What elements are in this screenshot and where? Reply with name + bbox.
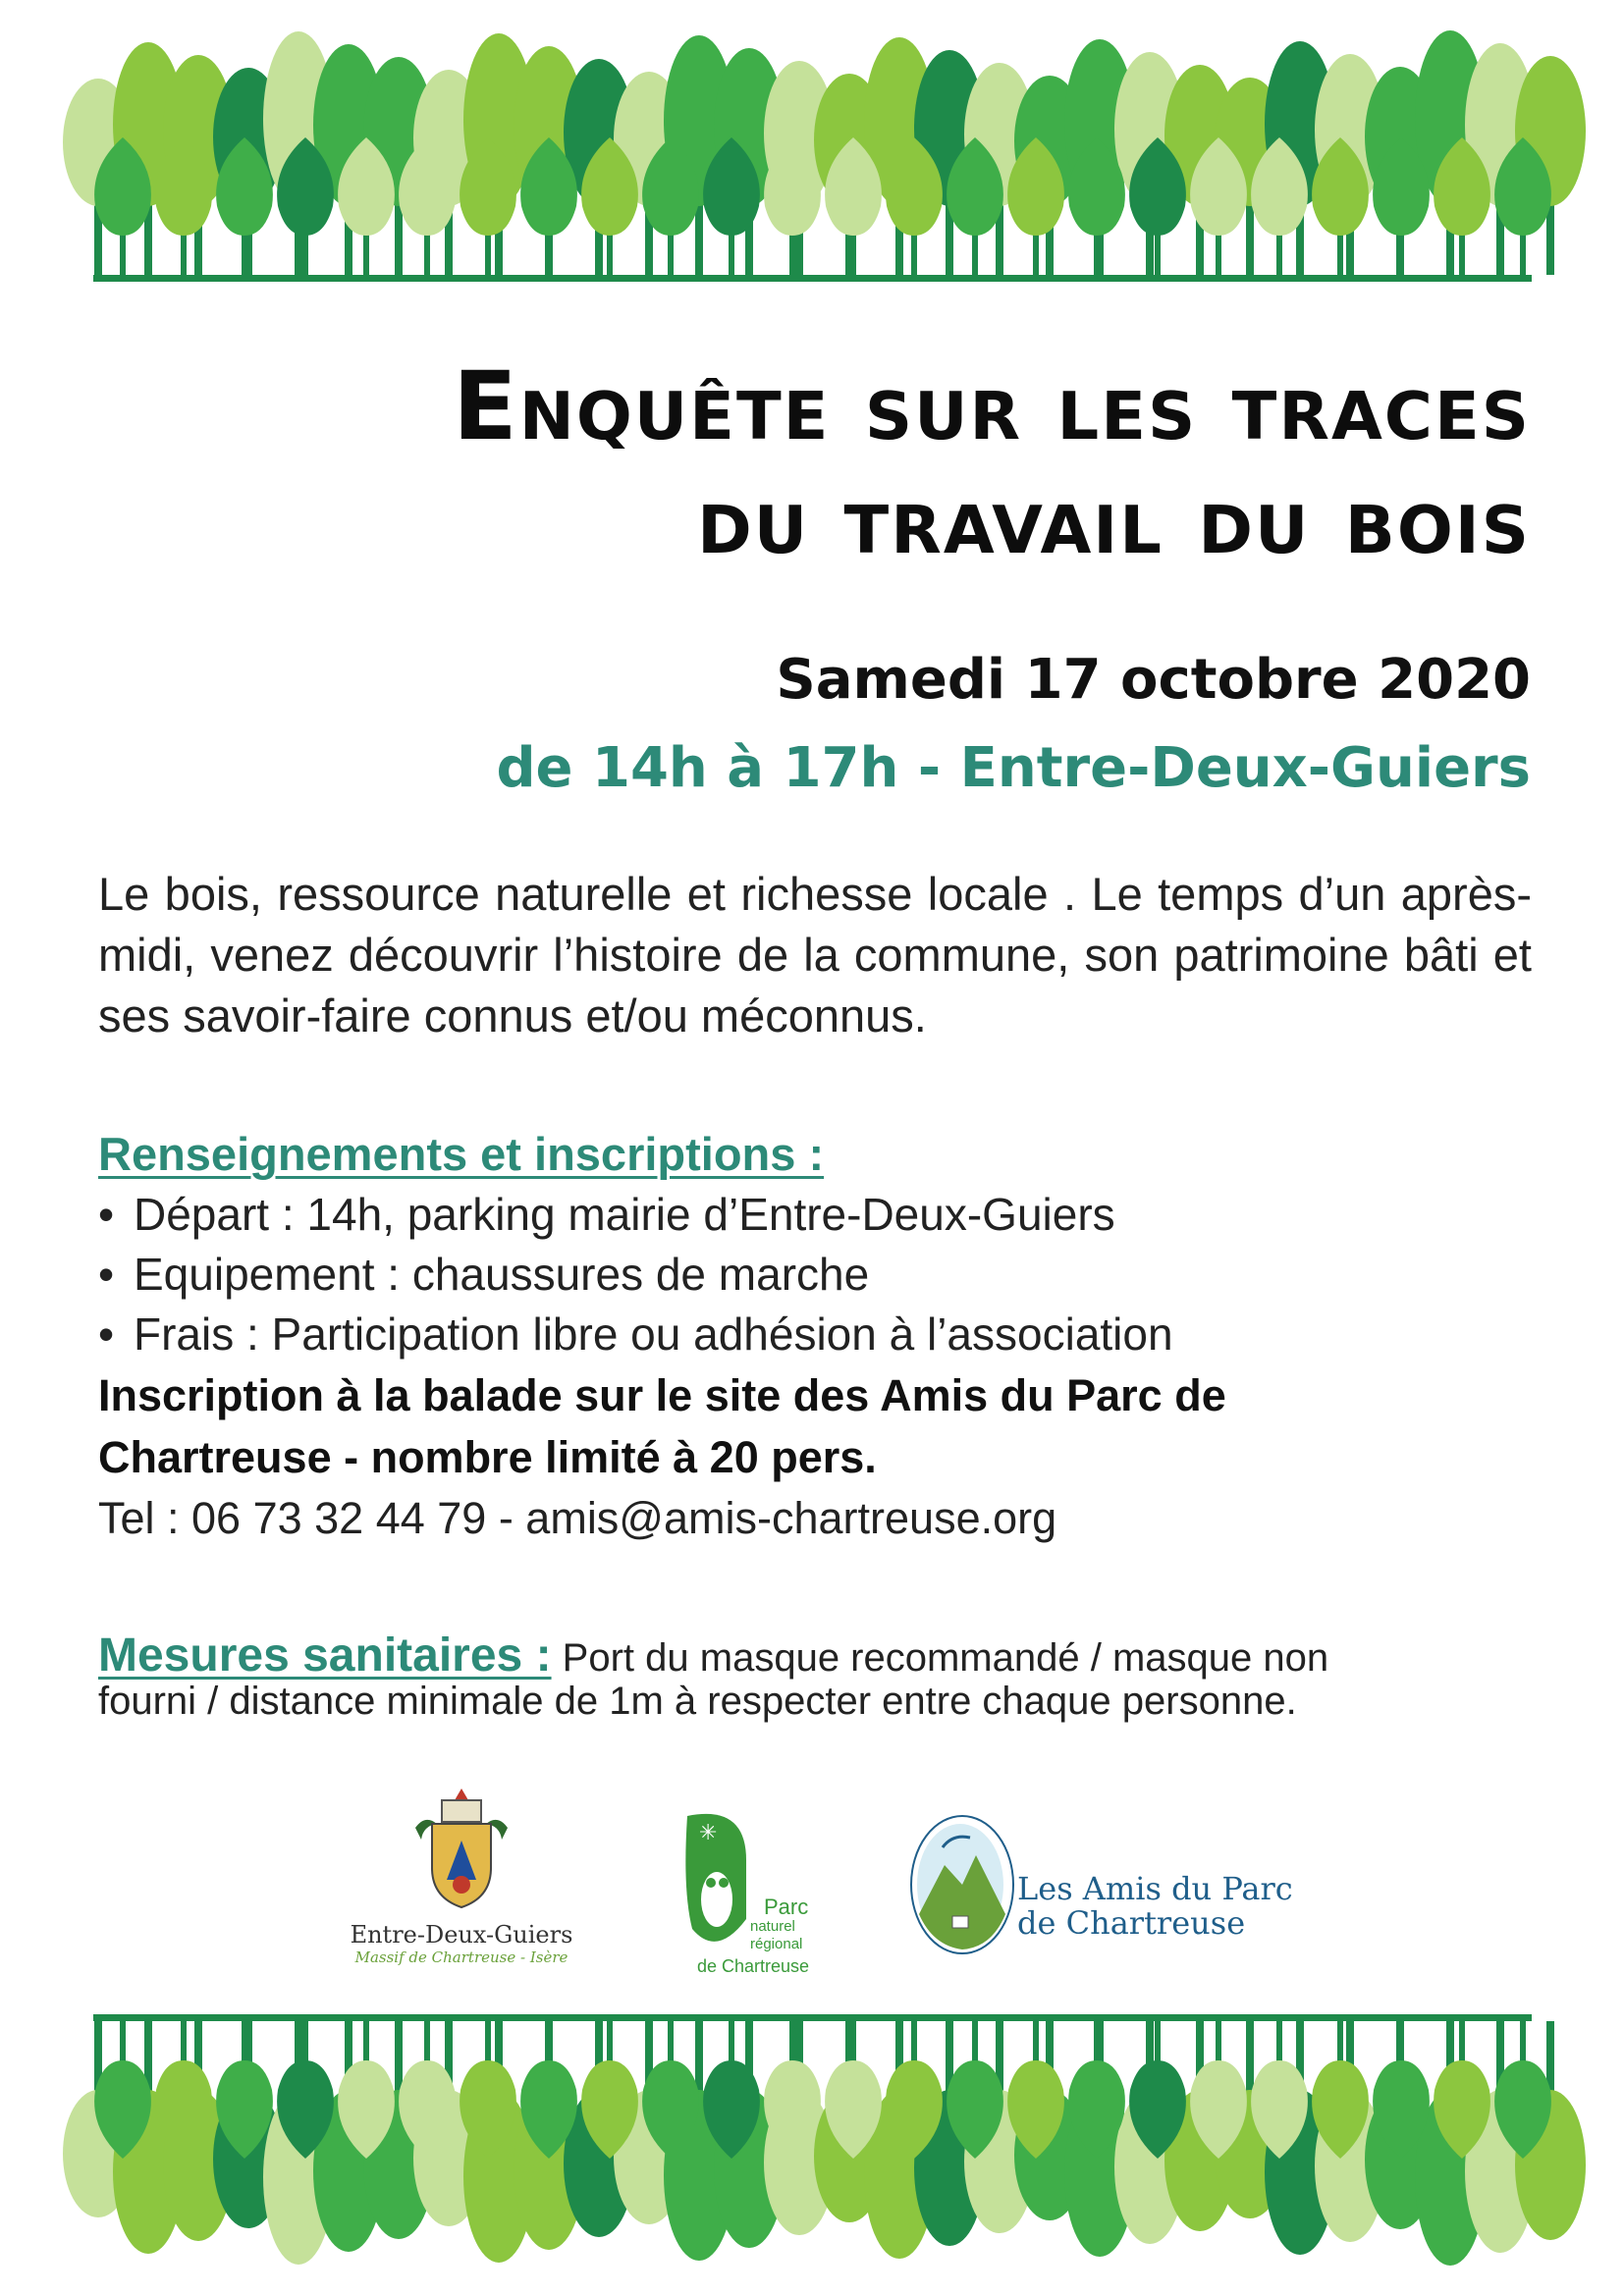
logo-edg-sub: Massif de Chartreuse - Isère	[354, 1949, 568, 1966]
ground-line	[93, 2014, 1532, 2021]
sanitary-section	[98, 1629, 1551, 1723]
page-title	[107, 349, 1531, 577]
amis-mountain-icon	[903, 1806, 1021, 1963]
bullet-icon: •	[98, 1308, 115, 1360]
logo-amis-du-parc	[903, 1806, 1293, 1983]
logo-pnr-line-2: naturel	[750, 1918, 795, 1935]
logo-entre-deux-guiers	[334, 1787, 589, 1983]
list-item: • Equipement : chaussures de marche	[98, 1245, 1542, 1305]
registration-line-2: Chartreuse - nombre limité à 20 pers.	[98, 1432, 877, 1482]
title-line-1: Enquête sur les traces	[453, 351, 1531, 461]
contact-line: Tel : 06 73 32 44 79 - amis@amis-chartreuse.org	[98, 1493, 1057, 1543]
tree-row-illustration	[0, 0, 1624, 294]
intro-paragraph: Le bois, ressource naturelle et richesse locale . Le temps d’un après-midi, venez découvrir l’histoire de la commune, son patrimoine bâti et ses savoir-faire connus et/ou méconnus.	[98, 868, 1532, 1041]
bullet-icon: •	[98, 1249, 115, 1300]
forest-border-top	[0, 0, 1624, 294]
registration-line-1: Inscription à la balade sur le site des Amis du Parc de	[98, 1370, 1226, 1420]
coat-of-arms-icon	[407, 1787, 515, 1914]
list-item: • Départ : 14h, parking mairie d’Entre-Deux-Guiers	[98, 1185, 1542, 1245]
list-item: • Frais : Participation libre ou adhésion à l’association	[98, 1305, 1542, 1364]
logo-pnr-line-4: de Chartreuse	[697, 1956, 810, 1976]
forest-border-bottom	[0, 2002, 1624, 2296]
event-date: Samedi 17 octobre 2020	[776, 648, 1531, 712]
ground-line	[93, 275, 1532, 282]
info-heading: Renseignements et inscriptions :	[98, 1128, 825, 1180]
info-section	[98, 1124, 1542, 1548]
logo-edg-name: Entre-Deux-Guiers	[350, 1921, 573, 1949]
partner-logos	[0, 1787, 1624, 1983]
bullet-icon: •	[98, 1189, 115, 1240]
logo-parc-naturel	[677, 1806, 825, 1983]
info-list	[98, 1185, 1542, 1364]
sanitary-text-2: fourni / distance minimale de 1m à respecter entre chaque personne.	[98, 1680, 1297, 1723]
logo-amis-line-2: de Chartreuse	[1017, 1904, 1246, 1942]
logo-amis-line-1: Les Amis du Parc	[1017, 1870, 1293, 1907]
svg-text:✳: ✳	[699, 1821, 718, 1845]
title-line-2: du travail du bois	[697, 465, 1531, 575]
sanitary-text-1: Port du masque recommandé / masque non	[551, 1636, 1329, 1680]
tree-row-illustration	[0, 2002, 1624, 2296]
event-time-place: de 14h à 17h - Entre-Deux-Guiers	[496, 736, 1531, 800]
logo-pnr-line-1: Parc	[764, 1895, 809, 1919]
sanitary-heading: Mesures sanitaires :	[98, 1629, 552, 1682]
logo-pnr-line-3: régional	[750, 1936, 803, 1952]
